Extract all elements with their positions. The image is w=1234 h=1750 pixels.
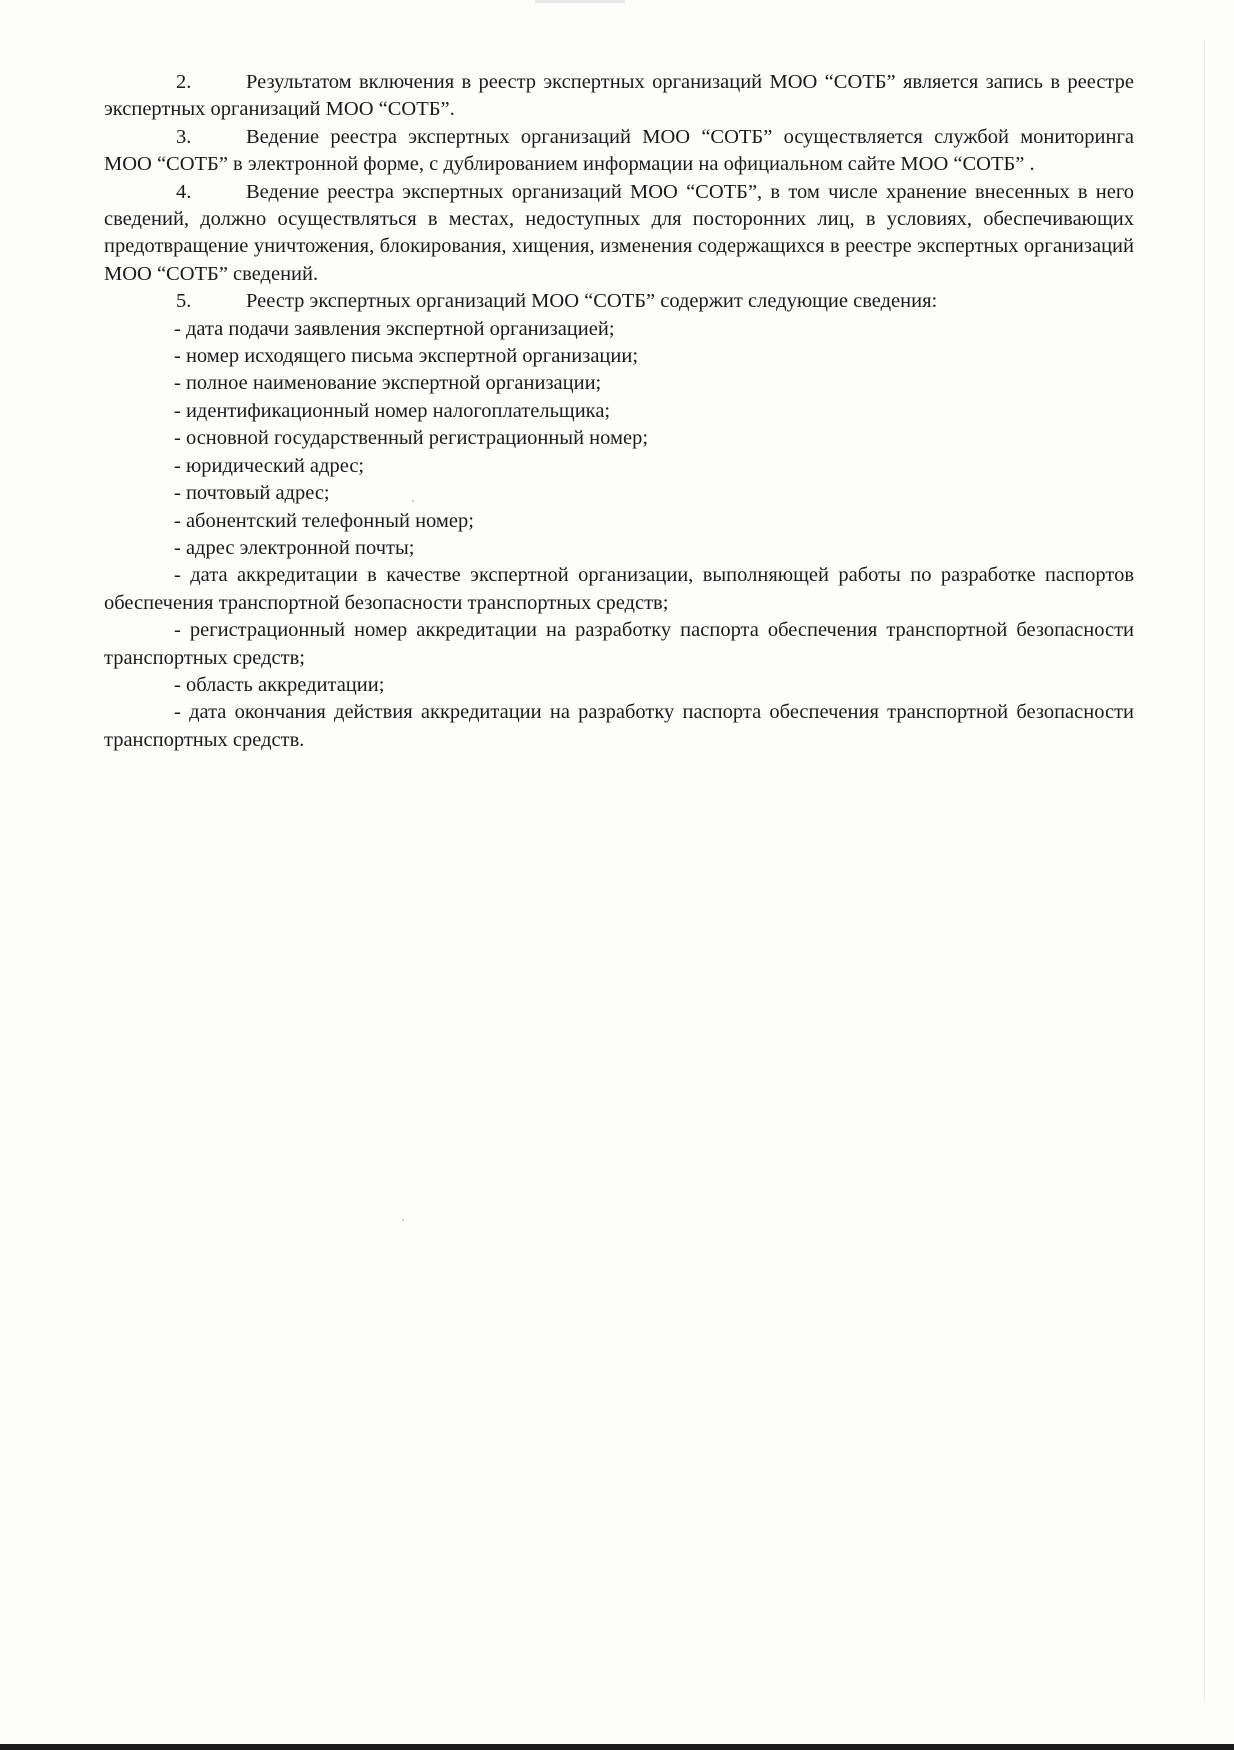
- paragraph-text: Реестр экспертных организаций МОО “СОТБ” содержит следующие сведения:: [246, 290, 938, 313]
- paragraph-2: [104, 69, 1134, 124]
- paragraph-text: Результатом включения в реестр экспертных организаций МОО “СОТБ” является запись в реестре экспертных организаций МОО “СОТБ”.: [104, 71, 1134, 121]
- list-item: - область аккредитации;: [174, 673, 385, 696]
- list-item: - идентификационный номер налогоплательщика;: [174, 399, 611, 422]
- list-item: - адрес электронной почты;: [174, 536, 415, 559]
- paragraph-5: [104, 288, 1134, 315]
- list-item: - почтовый адрес;: [174, 482, 330, 505]
- list-item: - дата подачи заявления экспертной организацией;: [174, 317, 615, 340]
- list-item: - дата аккредитации в качестве экспертной организации, выполняющей работы по разработке паспортов обеспечения транспортной безопасности транспортных средств;: [104, 564, 1134, 614]
- list-item: - абонентский телефонный номер;: [174, 509, 474, 532]
- document-body: [104, 69, 1134, 754]
- paragraph-3: [104, 124, 1134, 179]
- scan-speck: [402, 1219, 404, 1221]
- paragraph-number: 2.: [176, 71, 192, 93]
- list-item: - номер исходящего письма экспертной организации;: [174, 345, 639, 368]
- list-item: - основной государственный регистрационный номер;: [174, 427, 649, 450]
- paragraph-text: Ведение реестра экспертных организаций МОО “СОТБ”, в том числе хранение внесенных в него сведений, должно осуществляться в местах, недоступных для посторонних лиц, в условиях, обеспечивающих предотвращение уничтожения, блокирования, хищения, изменения содержащихся в реестре экспертных организаций МОО “СОТБ” сведений.: [104, 180, 1134, 285]
- list-item: - регистрационный номер аккредитации на разработку паспорта обеспечения транспортной безопасности транспортных средств;: [104, 619, 1134, 669]
- paragraph-4: [104, 179, 1134, 289]
- paragraph-text: Ведение реестра экспертных организаций МОО “СОТБ” осуществляется службой мониторинга МОО “СОТБ” в электронной форме, с дублированием информации на официальном сайте МОО “СОТБ” .: [104, 125, 1134, 176]
- paragraph-number: 3.: [176, 125, 192, 148]
- list-item: - дата окончания действия аккредитации на разработку паспорта обеспечения транспортной безопасности транспортных средств.: [104, 701, 1134, 751]
- scan-artifact-right-edge: [1204, 40, 1205, 1700]
- paragraph-number: 4.: [176, 180, 192, 203]
- paragraph-number: 5.: [176, 290, 192, 313]
- scan-artifact-bottom-edge: [0, 1744, 1234, 1750]
- list-item: - полное наименование экспертной организации;: [174, 372, 602, 395]
- scan-artifact-top: [535, 0, 625, 3]
- list-item: - юридический адрес;: [174, 454, 365, 477]
